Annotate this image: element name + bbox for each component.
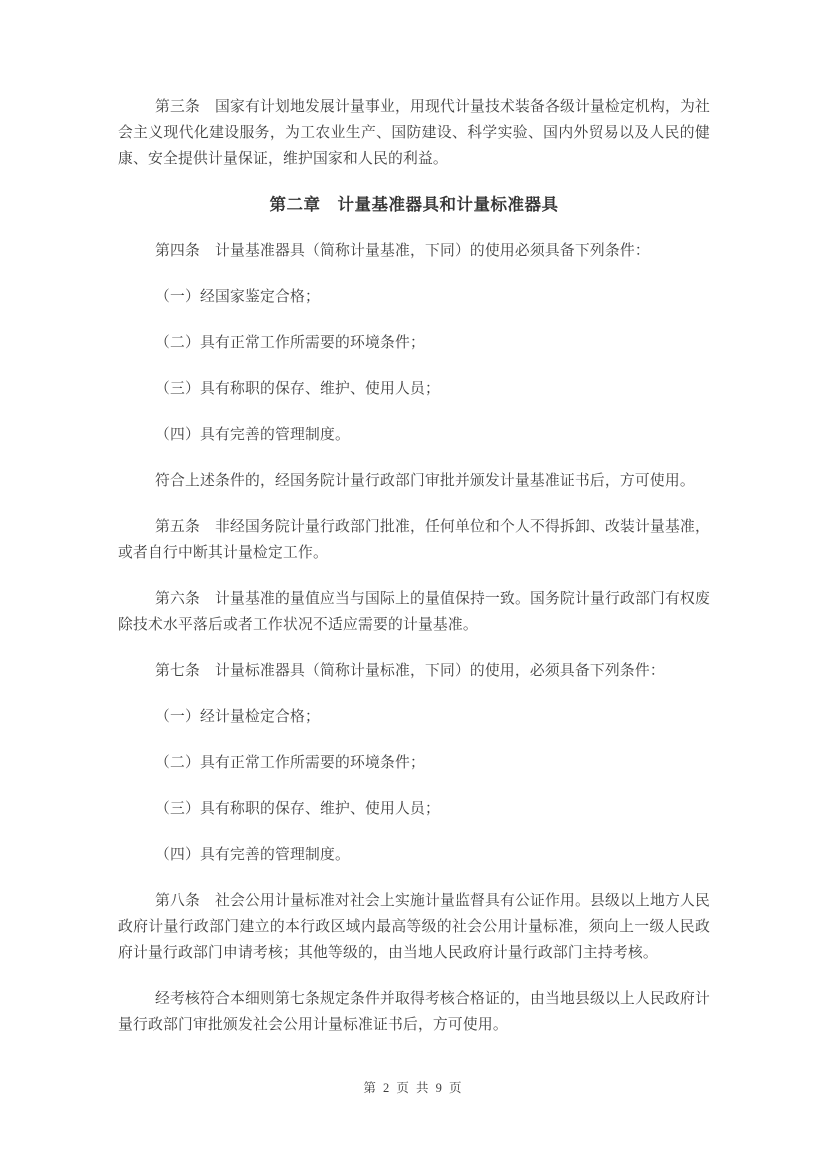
article-5-paragraph: 第五条 非经国务院计量行政部门批准，任何单位和个人不得拆卸、改装计量基准，或者自行中断其计量检定工作。 bbox=[118, 519, 710, 561]
condition-item-4: （四）具有完善的管理制度。 bbox=[155, 847, 350, 863]
article-3-paragraph: 第三条 国家有计划地发展计量事业，用现代计量技术装备各级计量检定机构，为社会主义现代化建设服务，为工农业生产、国防建设、科学实验、国内外贸易以及人民的健康、安全提供计量保证，维护国家和人民的利益。 bbox=[118, 99, 710, 167]
article-8-paragraph: 第八条 社会公用计量标准对社会上实施计量监督具有公证作用。县级以上地方人民政府计量行政部门建立的本行政区域内最高等级的社会公用计量标准，须向上一级人民政府计量行政部门申请考核；其他等级的，由当地人民政府计量行政部门主持考核。 bbox=[118, 893, 710, 961]
document-body bbox=[118, 94, 710, 1058]
article-4-closing-paragraph: 符合上述条件的，经国务院计量行政部门审批并颁发计量基准证书后，方可使用。 bbox=[155, 473, 695, 489]
condition-item-3: （三）具有称职的保存、维护、使用人员； bbox=[155, 801, 440, 817]
chapter-2-heading: 第二章 计量基准器具和计量标准器具 bbox=[269, 195, 559, 214]
condition-item-2: （二）具有正常工作所需要的环境条件； bbox=[155, 335, 425, 351]
condition-item-3: （三）具有称职的保存、维护、使用人员； bbox=[155, 381, 440, 397]
article-4-paragraph: 第四条 计量基准器具（简称计量基准，下同）的使用必须具备下列条件： bbox=[155, 243, 650, 259]
article-8-closing-paragraph: 经考核符合本细则第七条规定条件并取得考核合格证的，由当地县级以上人民政府计量行政部门审批颁发社会公用计量标准证书后，方可使用。 bbox=[118, 991, 710, 1033]
article-6-paragraph: 第六条 计量基准的量值应当与国际上的量值保持一致。国务院计量行政部门有权废除技术水平落后或者工作状况不适应需要的计量基准。 bbox=[118, 591, 710, 633]
page-footer bbox=[0, 1078, 827, 1096]
condition-item-1: （一）经国家鉴定合格； bbox=[155, 289, 320, 305]
page-number-label: 第 2 页 共 9 页 bbox=[363, 1081, 464, 1095]
condition-item-4: （四）具有完善的管理制度。 bbox=[155, 427, 350, 443]
condition-item-2: （二）具有正常工作所需要的环境条件； bbox=[155, 755, 425, 771]
article-7-paragraph: 第七条 计量标准器具（简称计量标准，下同）的使用，必须具备下列条件： bbox=[155, 663, 665, 679]
condition-item-1: （一）经计量检定合格； bbox=[155, 709, 320, 725]
